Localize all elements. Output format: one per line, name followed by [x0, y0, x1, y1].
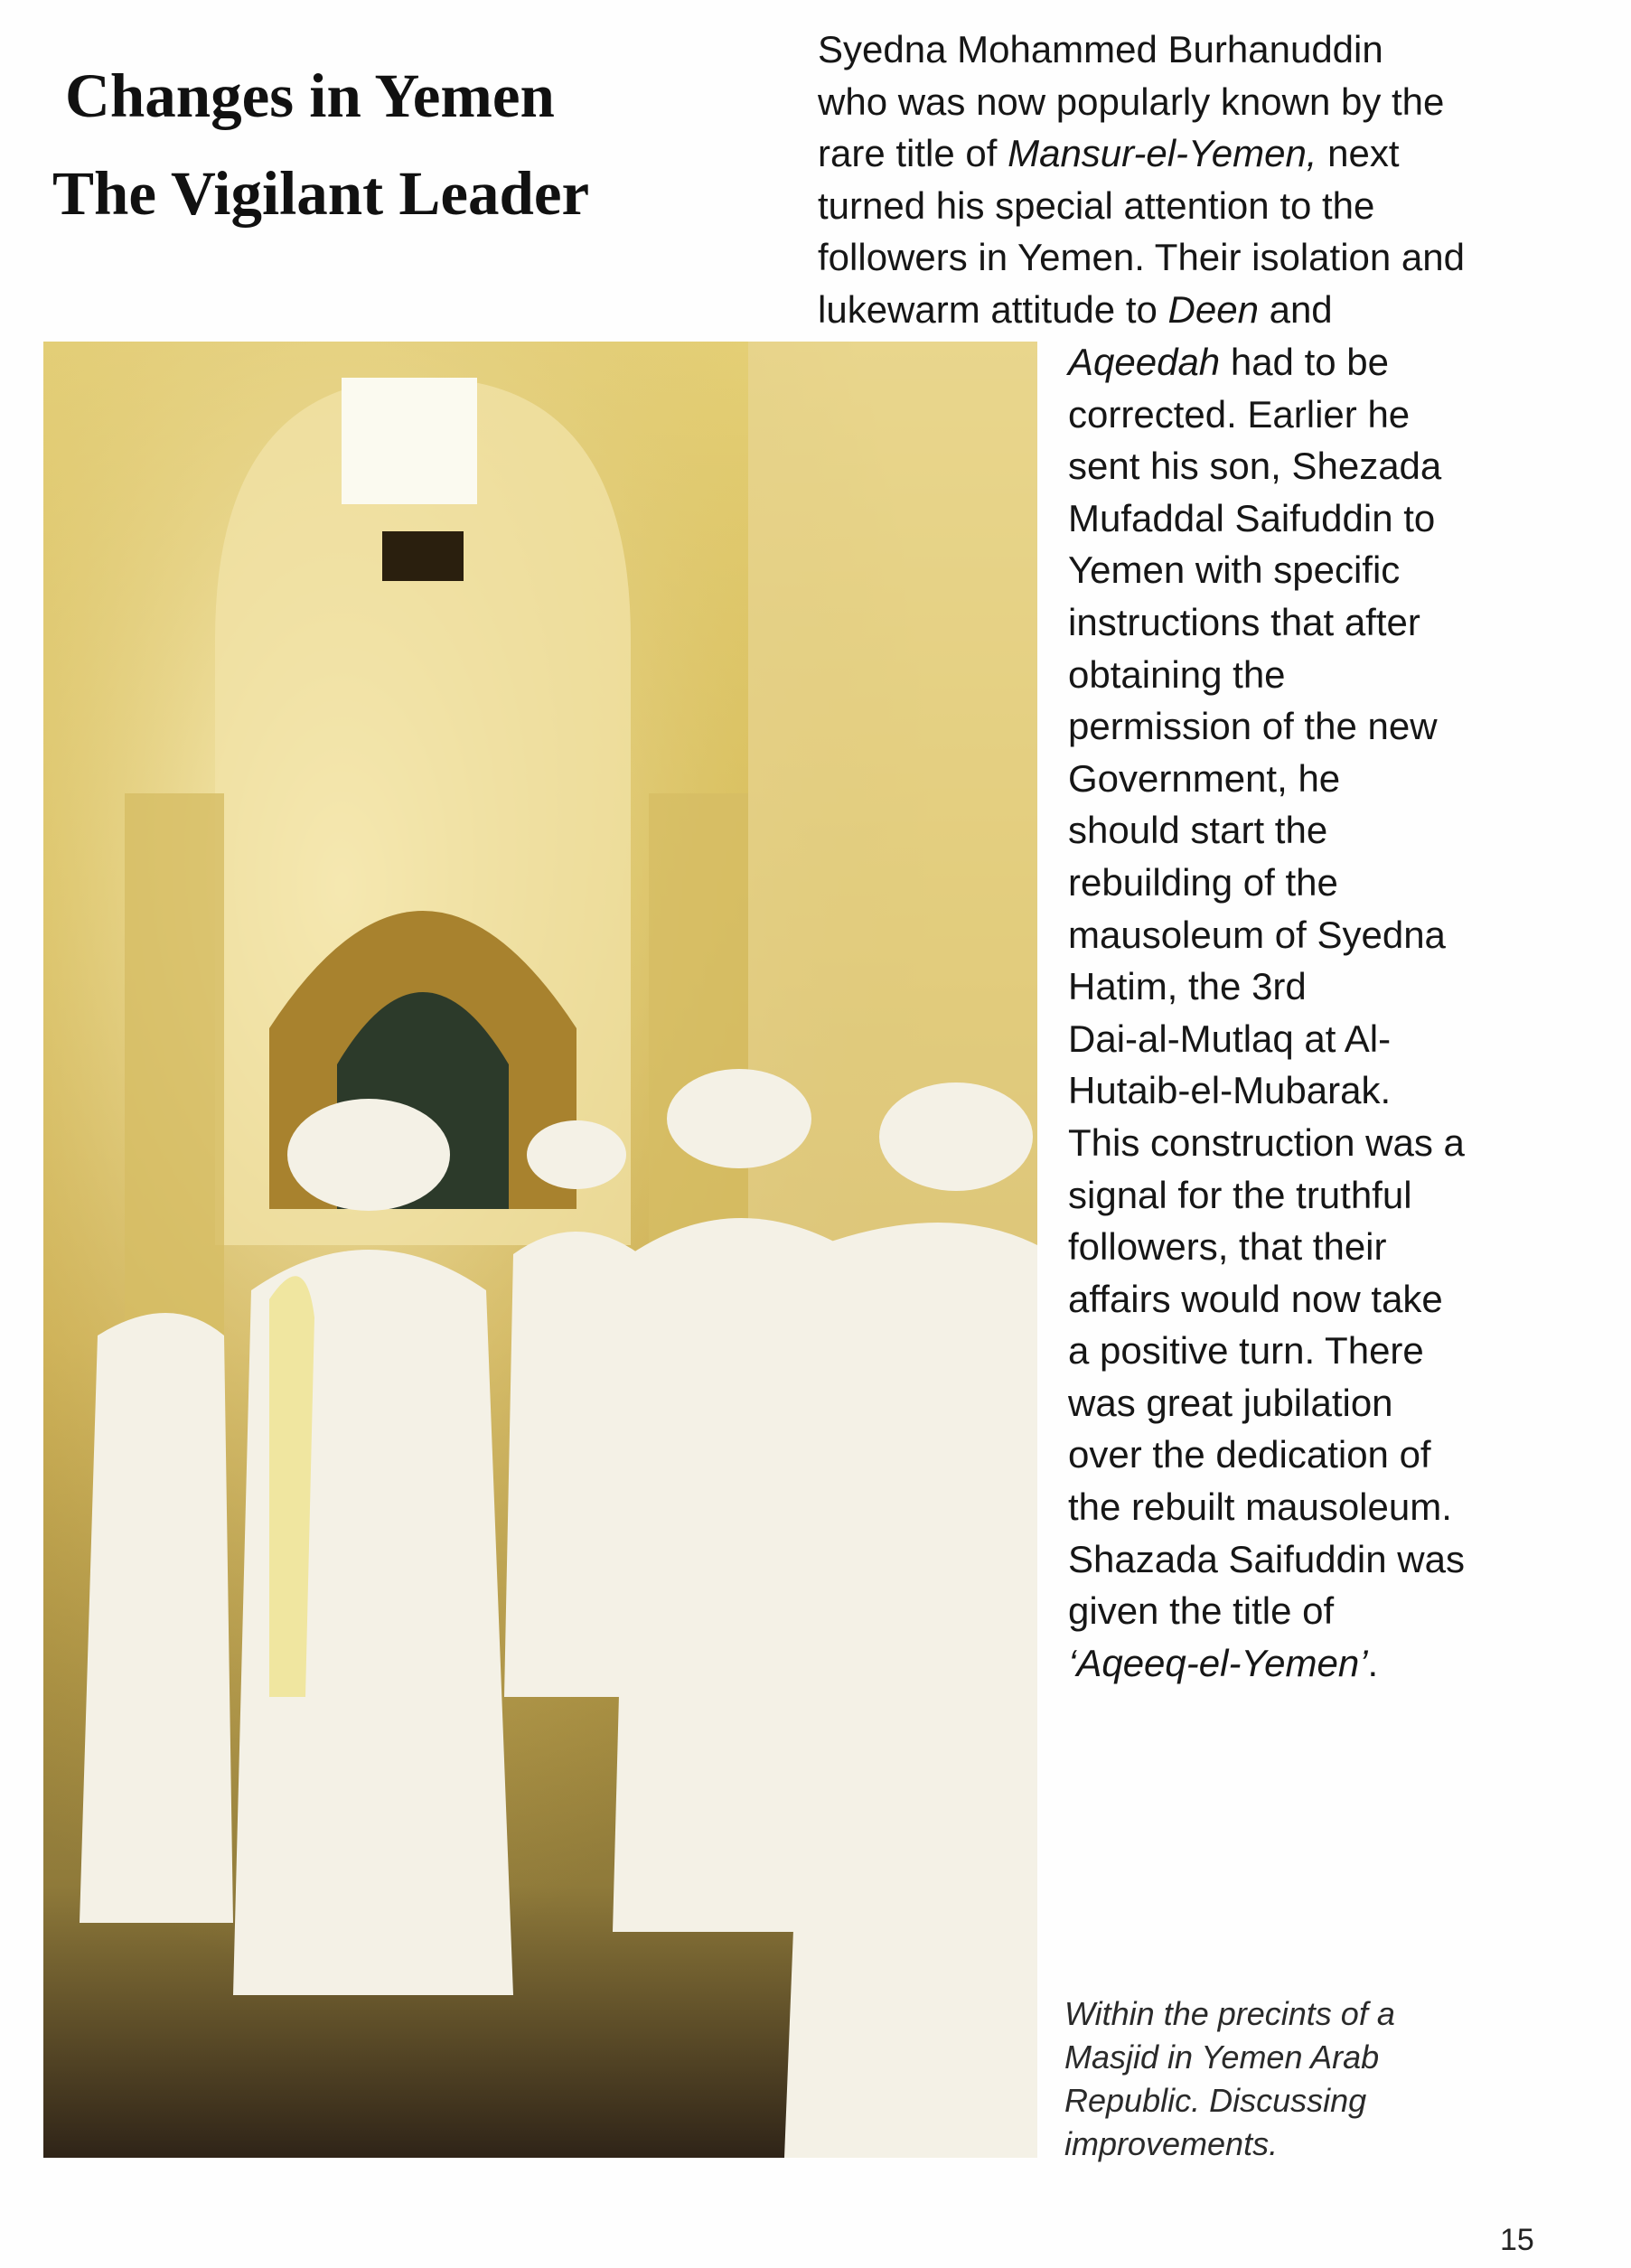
text-line: the rebuilt mausoleum.: [1068, 1485, 1452, 1529]
caption-line: Masjid in Yemen Arab: [1064, 2038, 1380, 2076]
text-line: mausoleum of Syedna: [1068, 913, 1446, 956]
text-line: a positive turn. There: [1068, 1329, 1424, 1373]
text-line: Yemen with specific: [1068, 548, 1401, 592]
text-line: sent his son, Shezada: [1068, 445, 1442, 488]
text-line: obtaining the: [1068, 652, 1286, 696]
text-line: affairs would now take: [1068, 1277, 1443, 1320]
text-line: over the dedication of: [1068, 1433, 1431, 1476]
text-line: turned his special attention to the: [818, 183, 1375, 227]
text-line: permission of the new: [1068, 705, 1438, 748]
text-line: This construction was a: [1068, 1120, 1465, 1164]
text-line: given the title of: [1068, 1589, 1335, 1633]
text-line: ‘Aqeeq-el-Yemen’.: [1068, 1641, 1379, 1684]
text-line: Hatim, the 3rd: [1068, 965, 1307, 1008]
text-line: Hutaib-el-Mubarak.: [1068, 1069, 1392, 1112]
text-line: followers, that their: [1068, 1225, 1387, 1269]
right-column-paragraph: [1068, 336, 1465, 1689]
caption-line: Within the precints of a: [1064, 1995, 1395, 2032]
top-paragraph: [818, 23, 1465, 336]
text-line: Dai-al-Mutlaq at Al-: [1068, 1017, 1392, 1060]
text-line: who was now popularly known by the: [818, 80, 1445, 123]
text-line: was great jubilation: [1068, 1381, 1393, 1424]
text-line: Syedna Mohammed Burhanuddin: [818, 28, 1383, 70]
text-line: lukewarm attitude to Deen and: [818, 287, 1333, 331]
page-number: 15: [1500, 2223, 1534, 2257]
heading-line-1: Changes in Yemen: [65, 61, 555, 130]
text-line: signal for the truthful: [1068, 1173, 1412, 1216]
text-line: rebuilding of the: [1068, 860, 1338, 904]
caption-line: Republic. Discussing: [1064, 2082, 1367, 2119]
text-line: followers in Yemen. Their isolation and: [818, 236, 1465, 279]
text-line: Shazada Saifuddin was: [1068, 1537, 1465, 1580]
text-line: corrected. Earlier he: [1068, 392, 1411, 436]
masjid-photograph: [43, 342, 1037, 2158]
text-line: Government, he: [1068, 756, 1341, 800]
text-line: Aqeedah had to be: [1068, 341, 1389, 383]
text-line: should start the: [1068, 809, 1328, 852]
text-line: instructions that after: [1068, 600, 1420, 643]
text-line: Mufaddal Saifuddin to: [1068, 496, 1436, 539]
text-line: rare title of Mansur-el-Yemen, next: [818, 132, 1400, 175]
caption-line: improvements.: [1064, 2125, 1279, 2162]
heading-line-2: The Vigilant Leader: [52, 159, 590, 228]
photo-caption: [1064, 1992, 1395, 2166]
